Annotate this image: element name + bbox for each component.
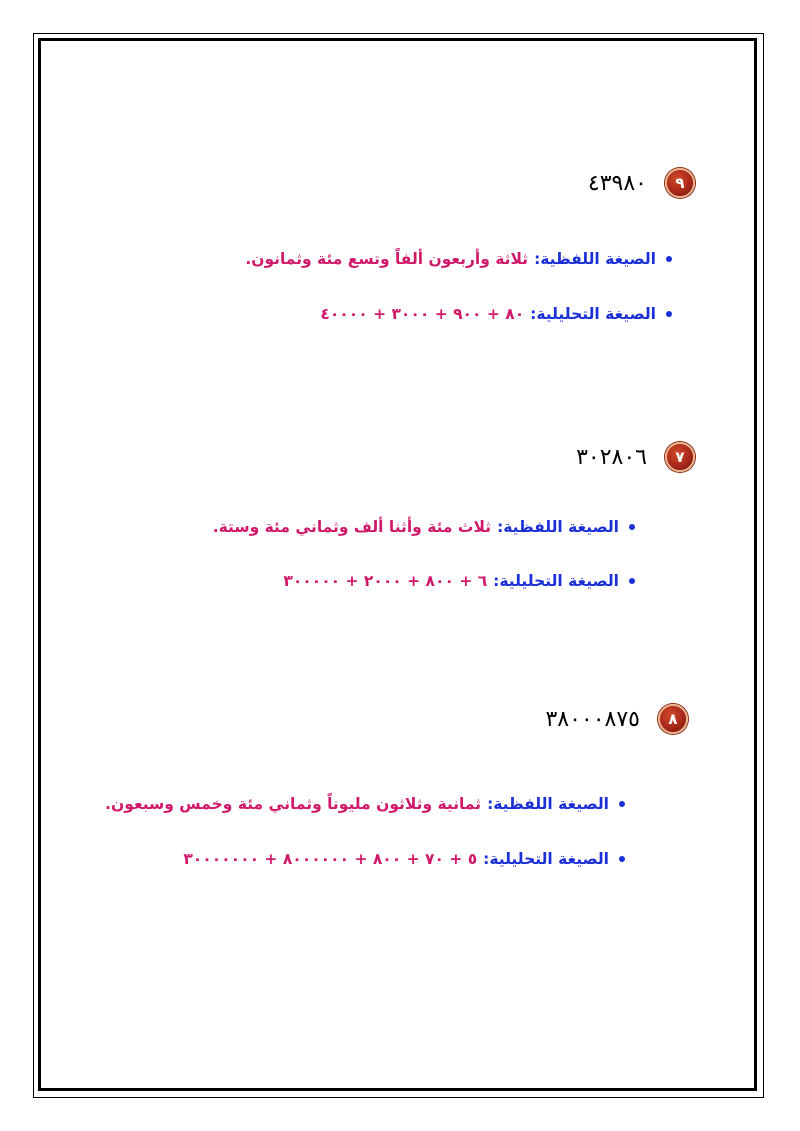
problem-number-badge: ٩	[665, 168, 695, 198]
verbal-form-label: الصيغة اللفظية:	[534, 250, 656, 268]
problem-header	[545, 704, 688, 734]
problem-header	[576, 442, 695, 472]
bullet-icon	[666, 256, 672, 262]
expanded-form-label: الصيغة التحليلية:	[530, 305, 656, 323]
bullet-icon	[666, 311, 672, 317]
expanded-form-value: ٦ + ٨٠٠ + ٢٠٠٠ + ٣٠٠٠٠٠	[283, 572, 488, 590]
expanded-form-line	[183, 850, 625, 868]
verbal-form-line	[213, 518, 635, 536]
verbal-form-line	[105, 795, 625, 813]
expanded-form-label: الصيغة التحليلية:	[493, 572, 619, 590]
expanded-form-value: ٥ + ٧٠ + ٨٠٠ + ٨٠٠٠٠٠٠ + ٣٠٠٠٠٠٠٠	[183, 850, 478, 868]
problem-number: ٣٨٠٠٠٨٧٥	[545, 706, 640, 732]
problem-number: ٣٠٢٨٠٦	[576, 444, 647, 470]
verbal-form-value: ثلاث مئة وأثنا ألف وثماني مئة وستة.	[212, 518, 492, 536]
bullet-icon	[619, 856, 625, 862]
verbal-form-label: الصيغة اللفظية:	[487, 795, 609, 813]
bullet-icon	[629, 578, 635, 584]
bullet-icon	[619, 801, 625, 807]
verbal-form-line	[245, 250, 672, 268]
problem-number-badge: ٨	[658, 704, 688, 734]
problem-number-badge: ٧	[665, 442, 695, 472]
expanded-form-value: ٨٠ + ٩٠٠ + ٣٠٠٠ + ٤٠٠٠٠	[320, 305, 525, 323]
verbal-form-value: ثلاثة وأربعون ألفاً وتسع مئة وثمانون.	[245, 250, 529, 268]
problem-number: ٤٣٩٨٠	[587, 170, 647, 196]
verbal-form-label: الصيغة اللفظية:	[497, 518, 619, 536]
problem-header	[588, 168, 695, 198]
verbal-form-value: ثمانية وثلاثون مليوناً وثماني مئة وخمس وسبعون.	[105, 795, 482, 813]
bullet-icon	[629, 524, 635, 530]
expanded-form-line	[320, 305, 672, 323]
expanded-form-line	[283, 572, 635, 590]
expanded-form-label: الصيغة التحليلية:	[483, 850, 609, 868]
